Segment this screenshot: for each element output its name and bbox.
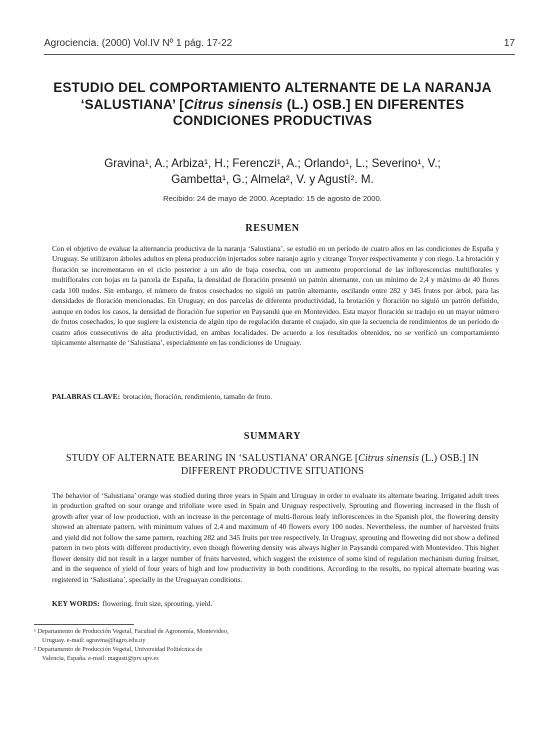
title-line-1: ESTUDIO DEL COMPORTAMIENTO ALTERNANTE DE LA NARANJA <box>53 80 492 95</box>
species-name: Citrus sinensis <box>183 96 283 112</box>
footnote-2: ² Departamento de Producción Vegetal, Universidad Politécnica de Valencia, España. e-mail: magusti@prv.upv.es <box>34 645 203 662</box>
resumen-body: Con el objetivo de evaluar la alternancia productiva de la naranja ‘Salustiana’, se estudió en un período de cuatro años en las condiciones de España y Uruguay. Se utilizaron árboles adultos en plena producción injertados sobre naranjo agrio y citrange Troyer respectivamente y con riego. La brotación y floración se incrementaron en el ciclo posterior a un año de baja cosecha, con un aumento proporcional de las inflorescencias multiflorales y multiflorales con hojas en la parcela de España, la densidad de floración presentó un patrón alternante, con un mínimo de 2,4 y máximo de 40 flores cada 100 nudos. Sin embargo, el número de frutos cosechados no siguió un patrón alternante, oscilando entre 282 y 345 frutos por árbol, para las densidades de floración mencionadas. En Uruguay, en dos parcelas de diferente productividad, la brotación y floración no siguió un patrón definido, aunque en todos los casos, la densidad de floración fue superior en Paysandú que en Montevideo. Esta mayor floración se tradujo en un mayor número de frutos cosechados, lo que sugiere la existencia de algún tipo de regulación durante el cuajado, sin que la secuencia de rendimientos de un período de cuatro años consecutivos de alta productividad, en ambas localidades. De acuerdo a los resultados obtenidos, no se verificó un comportamiento típicamente alternante de ‘Salustiana’, especialmente en las condiciones de Uruguay. <box>52 244 499 348</box>
title-line-3: CONDICIONES PRODUCTIVAS <box>172 113 373 128</box>
resumen-heading: RESUMEN <box>245 223 300 234</box>
footnote-divider <box>34 624 134 625</box>
authors-line-1: Gravina¹, A.; Arbiza¹, H.; Ferenczi¹, A.; Orlando¹, L.; Severino¹, V.; <box>104 157 441 170</box>
key-words <box>52 599 499 609</box>
footnote-1: ¹ Departamento de Producción Vegetal, Facultad de Agronomía, Montevideo, Uruguay. e-mail: agravina@fagro.edu.uy <box>34 628 229 644</box>
received-dates: Recibido: 24 de mayo de 2000. Aceptado: 15 de agosto de 2000. <box>163 194 382 203</box>
english-title: STUDY OF ALTERNATE BEARING IN ‘SALUSTIANA’ ORANGE [Citrus sinensis (L.) OSB.] IN DIFFERENT PRODUCTIVE SITUATIONS <box>66 453 479 477</box>
article-title <box>34 80 511 130</box>
affiliation-footnotes <box>34 628 395 664</box>
palabras-clave-text: brotación, floración, rendimiento, tamaño de fruto. <box>123 392 273 401</box>
page-number: 17 <box>503 38 515 49</box>
authors-line-2: Gambetta¹, G.; Almela², V. y Agustí². M. <box>171 173 374 186</box>
palabras-clave <box>52 392 499 402</box>
journal-citation: Agrociencia. (2000) Vol.IV Nº 1 pág. 17-22 <box>44 38 233 49</box>
summary-heading: SUMMARY <box>243 431 302 442</box>
summary-body: The behavior of ‘Salustiana’ orange was studied during three years in Spain and Uruguay in order to evaluate its alternate bearing. Irrigated adult trees in production grafted on sour orange and trifoliate were used in Spain and Uruguay respectively. Sprouting and flowering increased in the flush of growth after year of low production, with an increase in the percentage of multi-florous leafy inflorescences in the Spanish plot, the flowering density showed an alternate pattern, with minimum values of 2.4 and maximum of 40 flowers every 100 nodes. Nevertheless, the number of harvested fruits and yield did not follow the same pattern, reaching 282 and 345 fruits per tree respectively. In Uruguay, sprouting and flowering did not show a defined pattern in two plots with different productivity, even though flowering density was always higher in Paysandú compared with Montevideo. This higher flower density did not result in a larger number of fruits harvested, which suggest the existence of some kind of regulation mechanism during fruitset, and in the sequence of yield of four years of high and low productivity in both conditions. According to the results, no typical alternate bearing was registered in ‘Salustiana’, specially in the Uruguayan conditions. <box>52 491 499 584</box>
palabras-clave-label: PALABRAS CLAVE: <box>52 392 121 401</box>
author-list <box>70 156 475 188</box>
title-line-2: ‘SALUSTIANA’ [Citrus sinensis (L.) OSB.] EN DIFERENTES <box>80 96 465 112</box>
english-species-name: Citrus sinensis <box>358 453 419 464</box>
header-divider <box>44 54 515 55</box>
running-head <box>44 38 515 49</box>
key-words-text: flowering, fruit size, sprouting, yield. <box>102 599 213 608</box>
key-words-label: KEY WORDS: <box>52 599 100 608</box>
